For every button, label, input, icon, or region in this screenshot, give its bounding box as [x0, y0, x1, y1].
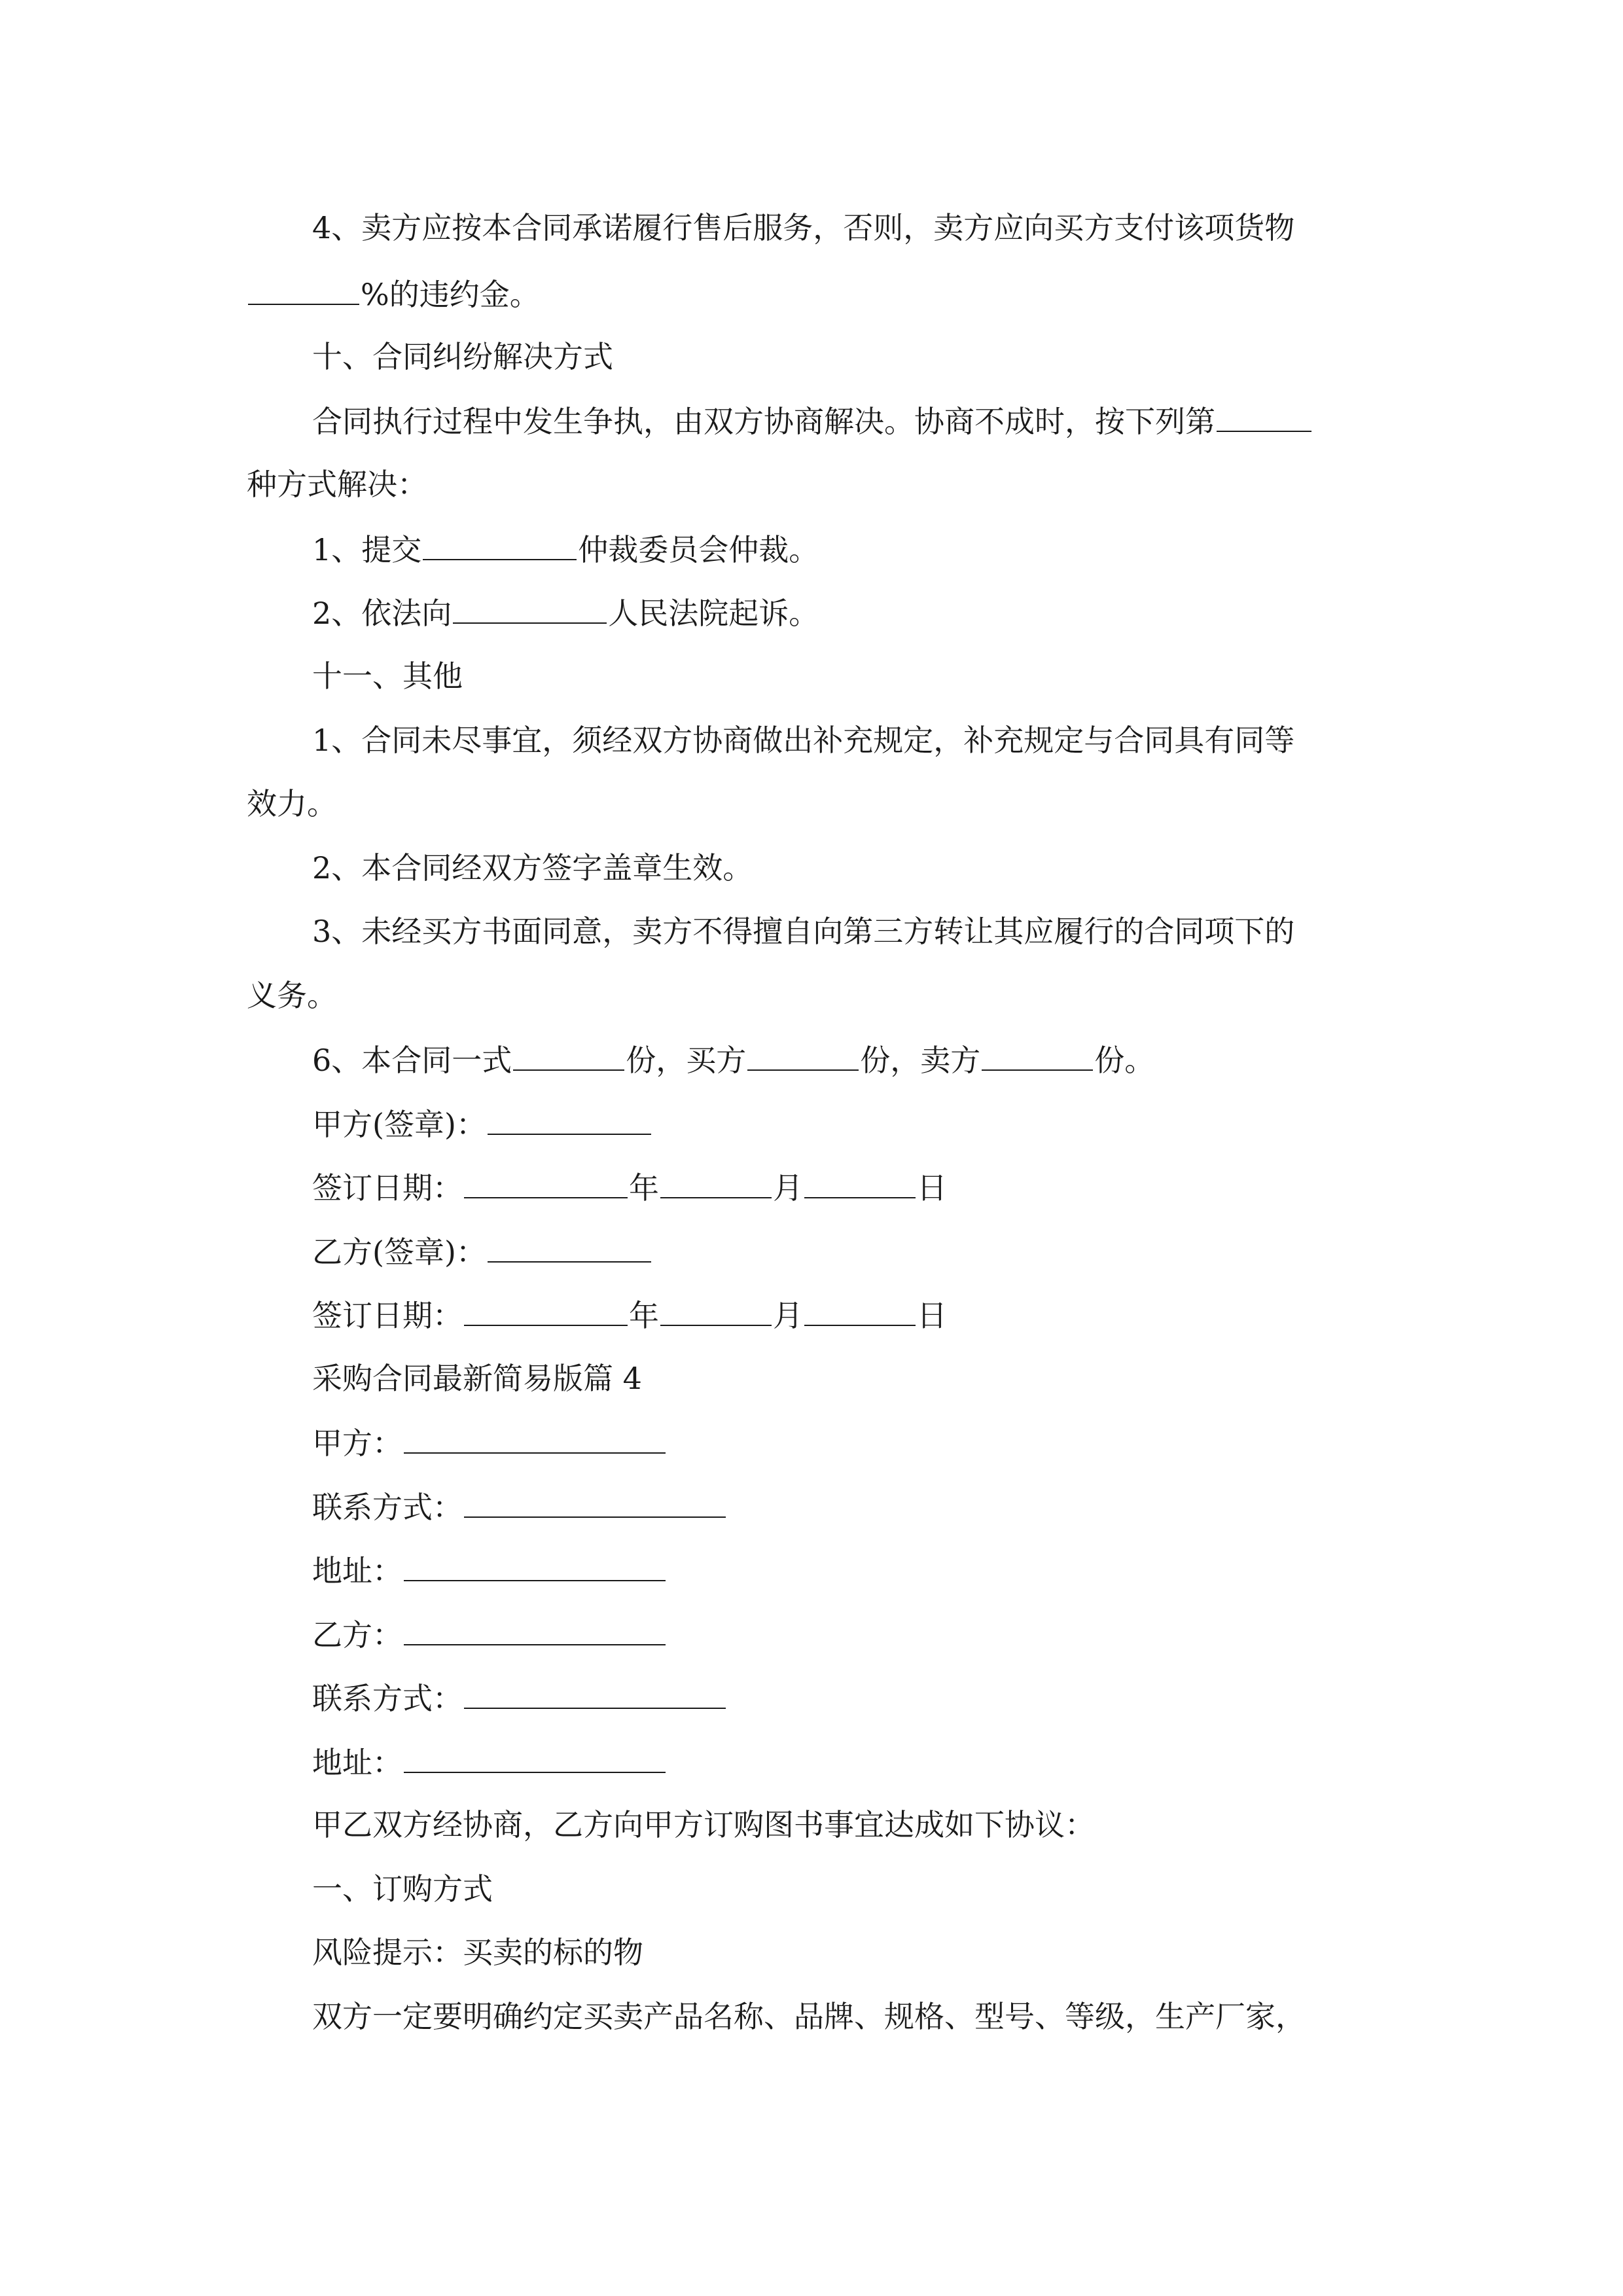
clause-dispute-cont: 种方式解决： — [247, 467, 427, 502]
section-title: 采购合同最新简易版篇 4 — [312, 1361, 642, 1396]
dispute-option-2: 2、依法向 人民法院起诉。 — [312, 592, 819, 632]
blank-year-b[interactable] — [464, 1295, 628, 1326]
blank-address-a[interactable] — [404, 1550, 666, 1581]
blank-signature-a[interactable] — [488, 1103, 651, 1135]
address-a: 地址： — [312, 1550, 667, 1589]
sign-date-a: 签订日期： 年 月 日 — [312, 1167, 947, 1206]
clause-dispute: 合同执行过程中发生争执，由双方协商解决。协商不成时，按下列第 — [312, 401, 1313, 440]
heading-other: 十一、其他 — [312, 658, 463, 694]
dispute-option-1: 1、提交 仲裁委员会仲裁。 — [312, 529, 819, 568]
blank-address-b[interactable] — [404, 1742, 666, 1773]
address-b: 地址： — [312, 1742, 667, 1781]
blank-total-copies[interactable] — [513, 1039, 624, 1071]
blank-arbitration[interactable] — [423, 529, 577, 560]
party-a: 甲方： — [312, 1422, 667, 1462]
clause-product-spec: 双方一定要明确约定买卖产品名称、品牌、规格、型号、等级，生产厂家， — [312, 1999, 1306, 2034]
blank-month-a[interactable] — [660, 1167, 772, 1198]
risk-note: 风险提示：买卖的标的物 — [312, 1935, 643, 1970]
party-b: 乙方： — [312, 1614, 667, 1653]
blank-day-b[interactable] — [804, 1295, 916, 1326]
clause-after-sales-cont: %的违约金。 — [247, 274, 540, 313]
blank-party-a[interactable] — [404, 1422, 666, 1454]
clause-other-1: 1、合同未尽事宜，须经双方协商做出补充规定，补充规定与合同具有同等 — [312, 723, 1295, 758]
clause-other-2: 2、本合同经双方签字盖章生效。 — [312, 850, 753, 886]
clause-other-3: 3、未经买方书面同意，卖方不得擅自向第三方转让其应履行的合同项下的 — [312, 914, 1295, 949]
blank-method-number[interactable] — [1217, 401, 1311, 432]
signature-party-b: 乙方(签章)： — [312, 1231, 652, 1270]
blank-party-b[interactable] — [404, 1614, 666, 1645]
blank-day-a[interactable] — [804, 1167, 916, 1198]
clause-after-sales: 4、卖方应按本合同承诺履行售后服务，否则，卖方应向买方支付该项货物 — [312, 210, 1295, 245]
heading-order-method: 一、订购方式 — [312, 1871, 493, 1907]
sign-date-b: 签订日期： 年 月 日 — [312, 1295, 947, 1334]
blank-month-b[interactable] — [660, 1295, 772, 1326]
contact-a: 联系方式： — [312, 1486, 727, 1526]
clause-other-1-cont: 效力。 — [247, 786, 337, 821]
blank-buyer-copies[interactable] — [747, 1039, 859, 1071]
blank-contact-b[interactable] — [464, 1677, 726, 1709]
signature-party-a: 甲方(签章)： — [312, 1103, 652, 1143]
blank-seller-copies[interactable] — [982, 1039, 1093, 1071]
clause-other-3-cont: 义务。 — [247, 978, 337, 1013]
blank-penalty-percent[interactable] — [248, 274, 359, 305]
blank-year-a[interactable] — [464, 1167, 628, 1198]
clause-copies: 6、本合同一式 份，买方 份，卖方 份。 — [312, 1039, 1154, 1079]
contact-b: 联系方式： — [312, 1677, 727, 1717]
heading-dispute: 十、合同纠纷解决方式 — [312, 339, 613, 374]
blank-court[interactable] — [453, 592, 607, 624]
agreement-intro: 甲乙双方经协商，乙方向甲方订购图书事宜达成如下协议： — [312, 1807, 1095, 1842]
blank-contact-a[interactable] — [464, 1486, 726, 1518]
blank-signature-b[interactable] — [488, 1231, 651, 1263]
